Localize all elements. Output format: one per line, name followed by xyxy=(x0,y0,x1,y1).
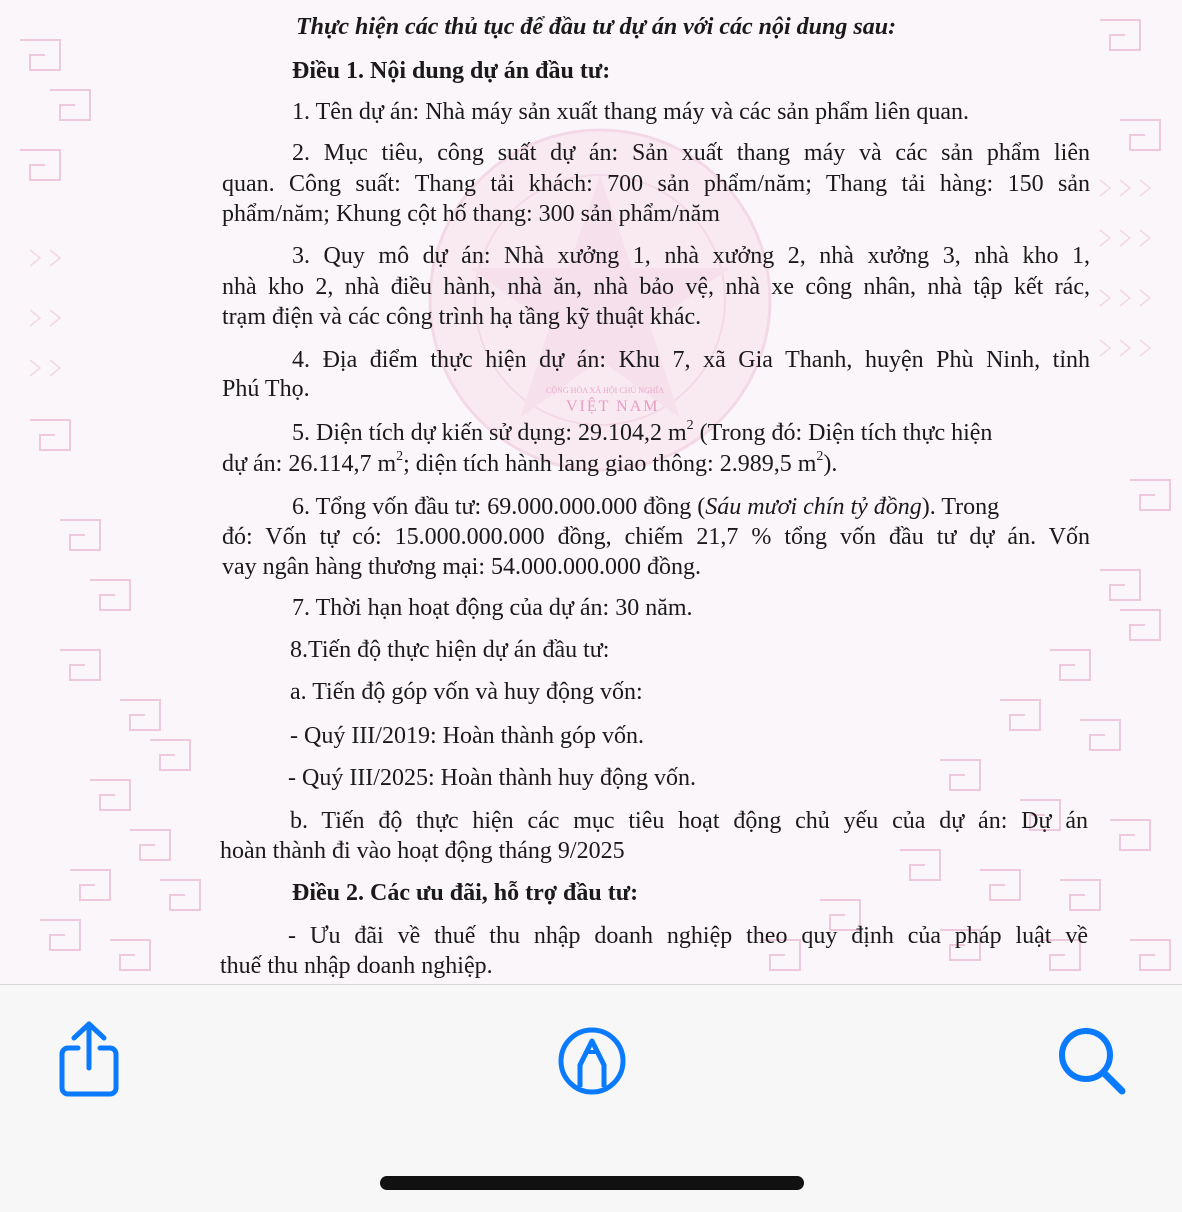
item-4-line-1: 4. Địa điểm thực hiện dự án: Khu 7, xã Gia Thanh, huyện Phù Ninh, tỉnh xyxy=(292,347,1090,373)
item-5-line-2: dự án: 26.114,7 $m^2$; diện tích hành lang giao thông: 2.989,5 $m^2$). xyxy=(222,449,838,477)
item-8a-2: - Quý III/2025: Hoàn thành huy động vốn. xyxy=(288,765,696,791)
markup-button[interactable] xyxy=(556,1025,628,1097)
item-3-line-2: nhà kho 2, nhà điều hành, nhà ăn, nhà bảo vệ, nhà xe công nhân, nhà tập kết rác, xyxy=(222,274,1090,300)
item-3-line-1: 3. Quy mô dự án: Nhà xưởng 1, nhà xưởng 2, nhà xưởng 3, nhà kho 1, xyxy=(292,243,1090,269)
item-8: 8.Tiến độ thực hiện dự án đầu tư: xyxy=(290,637,610,663)
article-2-line-1: - Ưu đãi về thuế thu nhập doanh nghiệp theo quy định của pháp luật về xyxy=(288,923,1088,949)
item-7: 7. Thời hạn hoạt động của dự án: 30 năm. xyxy=(292,595,693,621)
item-8a: a. Tiến độ góp vốn và huy động vốn: xyxy=(290,679,643,705)
item-6-line-2: đó: Vốn tự có: 15.000.000.000 đồng, chiếm 21,7 % tổng vốn đầu tư dự án. Vốn xyxy=(222,524,1090,550)
markup-pen-icon xyxy=(556,1025,628,1097)
item-2-line-1: 2. Mục tiêu, công suất dự án: Sản xuất thang máy và các sản phẩm liên xyxy=(292,140,1090,166)
share-button[interactable] xyxy=(54,1020,124,1098)
item-4-line-2: Phú Thọ. xyxy=(222,376,310,402)
intro-text: Thực hiện các thủ tục để đầu tư dự án với các nội dung sau: xyxy=(296,14,897,40)
item-8a-1: - Quý III/2019: Hoàn thành góp vốn. xyxy=(290,723,644,749)
article-2-line-2: thuế thu nhập doanh nghiệp. xyxy=(220,953,493,979)
article-1-heading: Điều 1. Nội dung dự án đầu tư: xyxy=(292,58,611,84)
article-2-heading: Điều 2. Các ưu đãi, hỗ trợ đầu tư: xyxy=(292,880,639,906)
seal-arc-text: CỘNG HÒA XÃ HỘI CHỦ NGHĨA xyxy=(546,386,664,395)
item-6-line-3: vay ngân hàng thương mại: 54.000.000.000 đồng. xyxy=(222,554,701,580)
item-1: 1. Tên dự án: Nhà máy sản xuất thang máy và các sản phẩm liên quan. xyxy=(292,99,970,125)
magnifying-glass-icon xyxy=(1054,1023,1134,1103)
item-6-line-1: 6. Tổng vốn đầu tư: 69.000.000.000 đồng (Sáu mươi chín tỷ đồng). Trong xyxy=(292,494,1000,520)
home-indicator[interactable] xyxy=(380,1176,804,1190)
item-3-line-3: trạm điện và các công trình hạ tầng kỹ thuật khác. xyxy=(222,304,702,330)
search-button[interactable] xyxy=(1054,1023,1134,1103)
item-8b-line-1: b. Tiến độ thực hiện các mục tiêu hoạt động chủ yếu của dự án: Dự án xyxy=(290,808,1088,834)
item-5-line-1: 5. Diện tích dự kiến sử dụng: 29.104,2 $m^2$ (Trong đó: Diện tích thực hiện xyxy=(292,418,993,446)
share-icon xyxy=(54,1020,124,1098)
item-2-line-2: quan. Công suất: Thang tải khách: 700 sản phẩm/năm; Thang tải hàng: 150 sản xyxy=(222,171,1090,197)
item-8b-line-2: hoàn thành đi vào hoạt động tháng 9/2025 xyxy=(220,838,625,864)
seal-text: VIỆT NAM xyxy=(566,398,660,415)
item-2-line-3: phẩm/năm; Khung cột hố thang: 300 sản phẩm/năm xyxy=(222,201,720,227)
